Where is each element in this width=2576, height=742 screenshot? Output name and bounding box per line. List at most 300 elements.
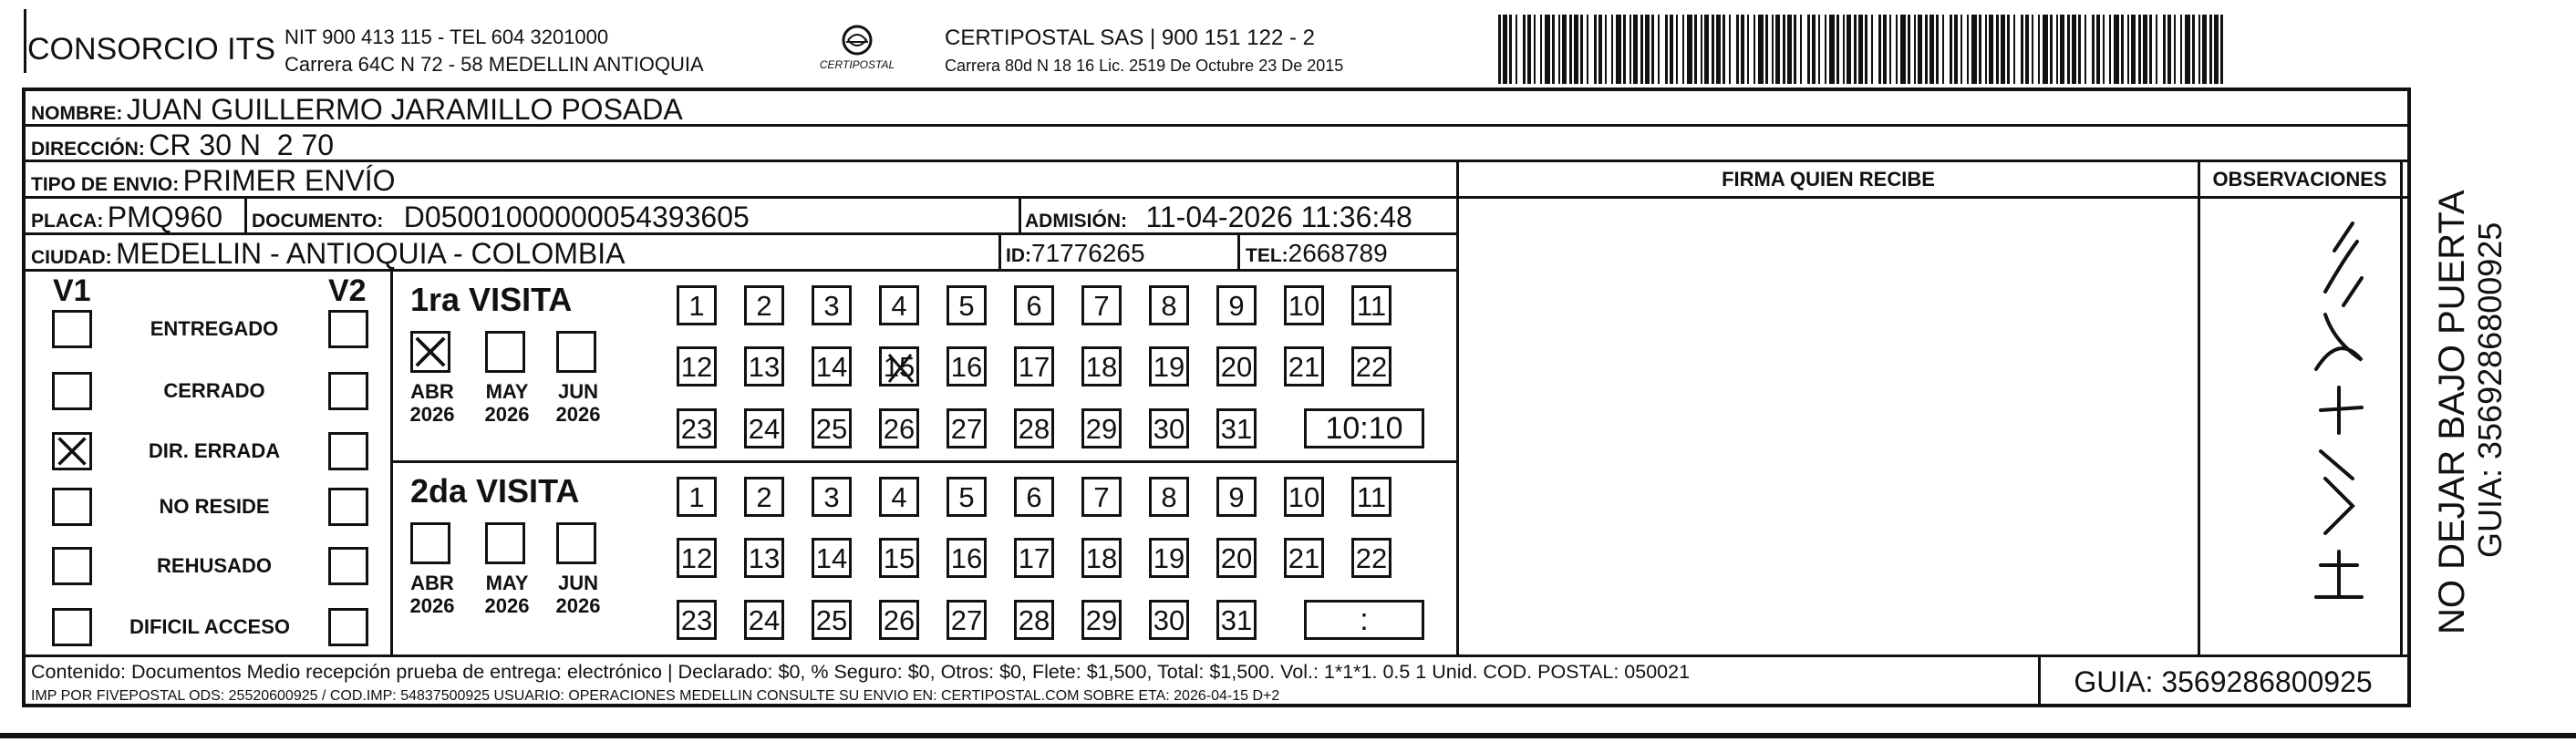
barcode-bar <box>1812 15 1816 84</box>
day-number: 4 <box>891 289 907 322</box>
barcode-bar <box>1847 15 1851 84</box>
day-number: 24 <box>748 412 781 445</box>
visit1-time-field[interactable] <box>1304 408 1424 448</box>
visit2-month-checkbox[interactable] <box>556 522 596 564</box>
day-number: 19 <box>1153 350 1185 383</box>
barcode-bar <box>1540 15 1542 84</box>
v1-label: V1 <box>53 273 91 308</box>
visit1-day-cell[interactable] <box>1149 346 1189 386</box>
visit2-month-label <box>403 572 461 618</box>
visit2-month-label <box>549 572 607 618</box>
month-year: 2026 <box>484 594 530 618</box>
visit2-day-cell[interactable] <box>1081 477 1122 517</box>
barcode-bar <box>1534 15 1536 84</box>
barcode-bar <box>1651 15 1654 84</box>
visit1-day-cell[interactable] <box>1014 346 1054 386</box>
visit1-day-cell[interactable] <box>1081 285 1122 325</box>
barcode-bar <box>1865 15 1867 84</box>
barcode-bar <box>2121 15 2124 84</box>
footer-imp-line: IMP POR FIVEPOSTAL ODS: 25520600925 / COD.IMP: 54837500925 USUARIO: OPERACIONES MEDELLIN CONSULTE SU ENVIO EN: CERTIPOSTAL.COM SOBRE ETA: 2026-04-15 D+2 <box>31 688 1280 704</box>
day-number: 3 <box>823 289 840 322</box>
barcode-bar <box>2050 15 2053 84</box>
visit1-month-label <box>478 380 536 427</box>
company-name: CONSORCIO ITS <box>27 32 276 67</box>
certipostal-logo-text: CERTIPOSTAL <box>819 58 895 71</box>
company-address: Carrera 64C N 72 - 58 MEDELLIN ANTIOQUIA <box>284 53 704 76</box>
status-v1-checkbox[interactable] <box>52 547 92 585</box>
id-value: 71776265 <box>1031 239 1145 267</box>
visit1-day-cell[interactable] <box>1081 346 1122 386</box>
day-number: 27 <box>950 412 983 445</box>
visit1-day-cell[interactable] <box>812 285 852 325</box>
day-number: 22 <box>1355 541 1388 574</box>
visit2-day-cell[interactable] <box>677 538 717 578</box>
visit2-day-cell[interactable] <box>1351 477 1391 517</box>
visit2-day-cell[interactable] <box>1149 477 1189 517</box>
visit1-day-cell[interactable] <box>879 408 919 448</box>
company-nit: NIT 900 413 115 - TEL 604 3201000 <box>284 26 609 48</box>
barcode-bar <box>1783 15 1785 84</box>
day-number: 30 <box>1153 603 1185 636</box>
day-number: 8 <box>1161 289 1177 322</box>
visit1-day-cell[interactable] <box>1351 346 1391 386</box>
barcode-bar <box>1747 15 1749 84</box>
barcode-bar <box>1562 15 1567 84</box>
barcode-bar <box>1682 15 1684 84</box>
visit1-title: 1ra VISITA <box>410 281 573 318</box>
visit2-day-cell[interactable] <box>879 538 919 578</box>
visit1-month-checkbox[interactable] <box>410 331 450 373</box>
barcode <box>1498 15 2228 84</box>
visit1-day-cell[interactable] <box>1284 285 1324 325</box>
barcode-bar <box>1908 15 1910 84</box>
tel-label: TEL: <box>1246 245 1288 266</box>
visit1-month-label <box>403 380 461 427</box>
day-number: 28 <box>1018 603 1050 636</box>
barcode-bar <box>1979 15 1981 84</box>
status-v1-checkbox[interactable] <box>52 488 92 526</box>
visit2-day-cell[interactable] <box>1149 600 1189 640</box>
barcode-bar <box>1640 15 1643 84</box>
month-name: MAY <box>485 380 529 403</box>
barcode-bar <box>2131 15 2136 84</box>
barcode-bar <box>1503 15 1507 84</box>
barcode-bar <box>1794 15 1796 84</box>
status-v2-checkbox[interactable] <box>328 310 368 348</box>
visit2-day-cell[interactable] <box>812 600 852 640</box>
visit2-day-cell[interactable] <box>744 477 784 517</box>
day-number: 15 <box>883 350 916 383</box>
day-number: 17 <box>1018 541 1050 574</box>
day-number: 12 <box>680 541 713 574</box>
footer-guia: GUIA: 3569286800925 <box>2074 665 2373 698</box>
barcode-bar <box>1765 15 1768 84</box>
barcode-bar <box>1989 15 1993 84</box>
barcode-bar <box>1645 15 1650 84</box>
visit1-day-cell[interactable] <box>677 408 717 448</box>
barcode-bar <box>1545 15 1550 84</box>
visit2-day-cell[interactable] <box>947 600 987 640</box>
status-v2-checkbox[interactable] <box>328 488 368 526</box>
visit1-day-cell[interactable] <box>1216 346 1257 386</box>
month-name: ABR <box>410 380 454 403</box>
visit2-day-cell[interactable] <box>812 538 852 578</box>
status-v1-checkbox[interactable] <box>52 608 92 646</box>
day-number: 21 <box>1288 350 1320 383</box>
barcode-bar <box>2174 15 2176 84</box>
visit2-day-cell[interactable] <box>744 600 784 640</box>
barcode-bar <box>1871 15 1873 84</box>
barcode-bar <box>2056 15 2058 84</box>
nombre-label: NOMBRE: <box>31 103 123 124</box>
day-number: 6 <box>1026 480 1042 513</box>
status-label: ENTREGADO <box>150 317 279 340</box>
documento-label: DOCUMENTO: <box>252 211 384 232</box>
barcode-bar <box>1929 15 1934 84</box>
visit2-month-checkbox[interactable] <box>485 522 525 564</box>
v2-label: V2 <box>328 273 367 308</box>
barcode-bar <box>1723 15 1725 84</box>
day-number: 21 <box>1288 541 1320 574</box>
barcode-bar <box>1950 15 1952 84</box>
admision-value: 11-04-2026 11:36:48 <box>1145 201 1412 233</box>
barcode-bar <box>2092 15 2095 84</box>
visit1-day-cell[interactable] <box>947 408 987 448</box>
day-number: 20 <box>1220 350 1253 383</box>
barcode-bar <box>2032 15 2033 84</box>
day-number: 1 <box>688 480 705 513</box>
visit2-title: 2da VISITA <box>410 472 580 510</box>
barcode-bar <box>1967 15 1969 84</box>
visit1-day-cell[interactable] <box>1216 408 1257 448</box>
visit1-day-cell[interactable] <box>744 285 784 325</box>
barcode-bar <box>2096 15 2100 84</box>
visit2-month-checkbox[interactable] <box>410 522 450 564</box>
visit1-day-cell[interactable] <box>1014 285 1054 325</box>
day-number: 29 <box>1085 412 1118 445</box>
courier-name: CERTIPOSTAL SAS | 900 151 122 - 2 <box>945 26 1315 50</box>
day-number: 25 <box>815 412 848 445</box>
month-year: 2026 <box>409 403 455 427</box>
barcode-bar <box>1858 15 1863 84</box>
visit1-day-cell[interactable] <box>947 285 987 325</box>
barcode-bar <box>2013 15 2015 84</box>
day-number: 19 <box>1153 541 1185 574</box>
status-label: CERRADO <box>163 379 265 402</box>
barcode-bar <box>1712 15 1714 84</box>
admision-label: ADMISIÓN: <box>1025 211 1127 232</box>
barcode-bar <box>1925 15 1928 84</box>
time-value: 10:10 <box>1325 411 1403 446</box>
barcode-bar <box>1704 15 1709 84</box>
day-number: 26 <box>883 412 916 445</box>
day-number: 13 <box>748 541 781 574</box>
day-mark <box>882 349 916 384</box>
barcode-bar <box>2114 15 2119 84</box>
visit2-day-cell[interactable] <box>1284 477 1324 517</box>
month-name: MAY <box>485 572 529 594</box>
day-number: 23 <box>680 603 713 636</box>
tipo-envio-value: PRIMER ENVÍO <box>182 164 396 197</box>
barcode-bar <box>1996 15 1999 84</box>
visit1-day-cell[interactable] <box>812 346 852 386</box>
visit2-day-cell[interactable] <box>1216 538 1257 578</box>
visit1-day-cell[interactable] <box>1216 285 1257 325</box>
barcode-bar <box>1574 15 1578 84</box>
month-name: JUN <box>557 380 598 403</box>
day-number: 23 <box>680 412 713 445</box>
visit2-day-cell[interactable] <box>677 477 717 517</box>
barcode-bar <box>1616 15 1621 84</box>
barcode-bar <box>1936 15 1939 84</box>
barcode-bar <box>1580 15 1583 84</box>
visit2-day-cell[interactable] <box>1216 477 1257 517</box>
day-number: 13 <box>748 350 781 383</box>
month-year: 2026 <box>555 594 601 618</box>
visit1-day-cell[interactable] <box>744 408 784 448</box>
ciudad-value: MEDELLIN - ANTIOQUIA - COLOMBIA <box>116 237 626 270</box>
visit1-day-cell[interactable] <box>1284 346 1324 386</box>
direccion-value: CR 30 N 2 70 <box>149 129 335 161</box>
handwritten-signature <box>2298 205 2380 606</box>
status-v1-checkbox[interactable] <box>52 310 92 348</box>
barcode-bar <box>1807 15 1810 84</box>
placa-value: PMQ960 <box>107 201 223 233</box>
barcode-bar <box>1896 15 1898 84</box>
barcode-bar <box>2078 15 2081 84</box>
barcode-bar <box>2072 15 2076 84</box>
barcode-bar <box>1758 15 1764 84</box>
barcode-bar <box>2138 15 2141 84</box>
visit1-day-cell[interactable] <box>1149 408 1189 448</box>
barcode-bar <box>1800 15 1802 84</box>
barcode-bar <box>1587 15 1588 84</box>
day-number: 27 <box>950 603 983 636</box>
status-v1-checkbox[interactable] <box>52 372 92 410</box>
day-number: 16 <box>950 541 983 574</box>
barcode-bar <box>1960 15 1962 84</box>
documento-value: D05001000000054393605 <box>403 201 750 233</box>
day-number: 28 <box>1018 412 1050 445</box>
visit2-day-cell[interactable] <box>812 477 852 517</box>
barcode-bar <box>1527 15 1531 84</box>
visit2-day-cell[interactable] <box>1081 538 1122 578</box>
barcode-bar <box>1985 15 1987 84</box>
barcode-bar <box>1825 15 1826 84</box>
barcode-bar <box>1918 15 1922 84</box>
side-guia-text: GUIA: 3569286800925 <box>2471 222 2509 558</box>
barcode-bar <box>2127 15 2129 84</box>
visit1-day-cell[interactable] <box>1081 408 1122 448</box>
day-number: 11 <box>1356 480 1387 513</box>
day-number: 25 <box>815 603 848 636</box>
visit2-day-cell[interactable] <box>879 600 919 640</box>
day-number: 17 <box>1018 350 1050 383</box>
day-number: 5 <box>958 480 975 513</box>
barcode-bar <box>1775 15 1780 84</box>
month-year: 2026 <box>484 403 530 427</box>
barcode-bar <box>1836 15 1839 84</box>
barcode-bar <box>1843 15 1845 84</box>
visit2-day-cell[interactable] <box>1014 600 1054 640</box>
day-number: 24 <box>748 603 781 636</box>
day-number: 14 <box>815 350 848 383</box>
status-label: NO RESIDE <box>159 495 270 518</box>
barcode-bar <box>1629 15 1631 84</box>
visit1-day-cell[interactable] <box>1351 285 1391 325</box>
side-warning-text: NO DEJAR BAJO PUERTA <box>2432 190 2472 634</box>
barcode-bar <box>1605 15 1607 84</box>
day-number: 31 <box>1220 603 1253 636</box>
barcode-bar <box>2180 15 2182 84</box>
barcode-bar <box>2209 15 2212 84</box>
barcode-bar <box>1569 15 1572 84</box>
placa-label: PLACA: <box>31 211 104 232</box>
barcode-bar <box>1665 15 1668 84</box>
barcode-bar <box>2067 15 2070 84</box>
status-label: DIFICIL ACCESO <box>129 615 290 638</box>
status-v1-checkbox[interactable] <box>52 432 92 470</box>
visit2-day-cell[interactable] <box>879 477 919 517</box>
status-v2-checkbox[interactable] <box>328 608 368 646</box>
barcode-bar <box>1523 15 1526 84</box>
barcode-bar <box>2185 15 2190 84</box>
barcode-bar <box>1914 15 1916 84</box>
barcode-bar <box>2192 15 2195 84</box>
visit1-month-label <box>549 380 607 427</box>
day-number: 11 <box>1356 289 1387 322</box>
barcode-bar <box>2025 15 2029 84</box>
day-number: 18 <box>1085 350 1118 383</box>
barcode-bar <box>1889 15 1891 84</box>
day-number: 3 <box>823 480 840 513</box>
barcode-bar <box>1754 15 1755 84</box>
footer-contenido: Contenido: Documentos Medio recepción prueba de entrega: electrónico | Declarado: $0, % Seguro: $0, Otros: $0, Flete: $1,500, Total: $1,500. Vol.: 1*1*1. 0.5 1 Unid. COD. POSTAL: 050021 <box>31 661 1691 683</box>
day-number: 18 <box>1085 541 1118 574</box>
barcode-bar <box>1787 15 1792 84</box>
visit1-day-cell[interactable] <box>744 346 784 386</box>
day-number: 9 <box>1228 480 1245 513</box>
barcode-bar <box>1954 15 1958 84</box>
tipo-envio-label: TIPO DE ENVIO: <box>31 174 180 195</box>
visit2-day-cell[interactable] <box>1014 477 1054 517</box>
courier-address: Carrera 80d N 18 16 Lic. 2519 De Octubre 23 De 2015 <box>945 57 1344 75</box>
day-number: 12 <box>680 350 713 383</box>
barcode-bar <box>2214 15 2219 84</box>
barcode-bar <box>1971 15 1977 84</box>
visit1-month-checkbox[interactable] <box>485 331 525 373</box>
barcode-bar <box>1552 15 1555 84</box>
barcode-bar <box>1736 15 1739 84</box>
barcode-bar <box>1716 15 1721 84</box>
barcode-bar <box>1611 15 1613 84</box>
status-v2-checkbox[interactable] <box>328 432 368 470</box>
day-number: 7 <box>1093 289 1110 322</box>
status-label: DIR. ERRADA <box>148 439 281 462</box>
day-number: 10 <box>1288 289 1320 322</box>
month-year: 2026 <box>409 594 455 618</box>
visit2-day-cell[interactable] <box>947 538 987 578</box>
barcode-bar <box>1878 15 1881 84</box>
month-name: JUN <box>557 572 598 594</box>
status-label: REHUSADO <box>157 554 272 577</box>
barcode-bar <box>2021 15 2023 84</box>
barcode-bar <box>1498 15 1501 84</box>
visit2-day-cell[interactable] <box>677 600 717 640</box>
visit2-time-field[interactable] <box>1304 600 1424 640</box>
barcode-bar <box>1900 15 1906 84</box>
day-number: 14 <box>815 541 848 574</box>
barcode-bar <box>2085 15 2086 84</box>
barcode-bar <box>2038 15 2040 84</box>
observations-column-title: OBSERVACIONES <box>2212 168 2387 191</box>
day-number: 6 <box>1026 289 1042 322</box>
day-number: 26 <box>883 603 916 636</box>
visit1-day-cell[interactable] <box>879 285 919 325</box>
visit2-day-cell[interactable] <box>1081 600 1122 640</box>
visit2-day-cell[interactable] <box>744 538 784 578</box>
direccion-label: DIRECCIÓN: <box>31 139 145 160</box>
barcode-bar <box>1694 15 1697 84</box>
visit1-day-cell[interactable] <box>677 346 717 386</box>
barcode-bar <box>2060 15 2064 84</box>
visit1-day-cell[interactable] <box>812 408 852 448</box>
visit1-month-checkbox[interactable] <box>556 331 596 373</box>
certipostal-logo <box>812 22 903 77</box>
id-label: ID: <box>1006 245 1031 266</box>
status-v2-checkbox[interactable] <box>328 372 368 410</box>
ciudad-label: CIUDAD: <box>31 247 112 268</box>
barcode-bar <box>1687 15 1692 84</box>
visit1-day-cell[interactable] <box>879 346 919 386</box>
day-number: 20 <box>1220 541 1253 574</box>
visit2-day-cell[interactable] <box>1284 538 1324 578</box>
barcode-bar <box>1658 15 1660 84</box>
barcode-bar <box>2109 15 2111 84</box>
barcode-bar <box>1701 15 1702 84</box>
barcode-bar <box>1670 15 1673 84</box>
visit1-day-cell[interactable] <box>1014 408 1054 448</box>
tel-value: 2668789 <box>1288 239 1388 267</box>
barcode-bar <box>2103 15 2105 84</box>
barcode-bar <box>2220 15 2223 84</box>
visit2-day-cell[interactable] <box>1014 538 1054 578</box>
barcode-bar <box>1942 15 1944 84</box>
month-name: ABR <box>410 572 454 594</box>
day-number: 15 <box>883 541 916 574</box>
visit2-day-cell[interactable] <box>947 477 987 517</box>
visit1-day-cell[interactable] <box>1149 285 1189 325</box>
barcode-bar <box>1623 15 1626 84</box>
barcode-bar <box>1633 15 1638 84</box>
barcode-bar <box>1729 15 1731 84</box>
day-number: 1 <box>688 289 705 322</box>
visit2-day-cell[interactable] <box>1149 538 1189 578</box>
visit2-day-cell[interactable] <box>1351 538 1391 578</box>
barcode-bar <box>2007 15 2010 84</box>
visit1-day-cell[interactable] <box>947 346 987 386</box>
barcode-bar <box>1854 15 1857 84</box>
barcode-bar <box>2202 15 2207 84</box>
day-number: 5 <box>958 289 975 322</box>
visit2-day-cell[interactable] <box>1216 600 1257 640</box>
signature-column-title: FIRMA QUIEN RECIBE <box>1722 168 1935 191</box>
status-v2-checkbox[interactable] <box>328 547 368 585</box>
time-value: : <box>1360 603 1369 637</box>
barcode-bar <box>2167 15 2171 84</box>
visit1-day-cell[interactable] <box>677 285 717 325</box>
day-number: 30 <box>1153 412 1185 445</box>
